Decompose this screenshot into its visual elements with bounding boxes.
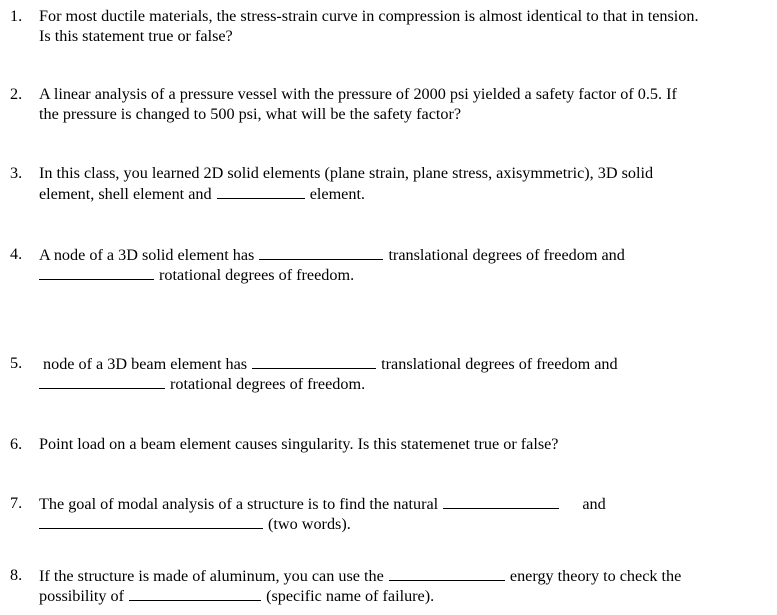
answer-blank[interactable]: [217, 183, 305, 199]
question-text: A node of a 3D solid element has: [39, 246, 255, 264]
question-number: 4.: [10, 245, 23, 263]
question-text: possibility of: [39, 587, 124, 605]
question-number: 7.: [10, 494, 23, 512]
question-text: (specific name of failure).: [266, 587, 435, 605]
question-text-line: A linear analysis of a pressure vessel with the pressure of 2000 psi yielded a safety factor of 0.5. If: [39, 85, 677, 103]
question-text-line: Is this statement true or false?: [39, 27, 233, 45]
answer-blank[interactable]: [252, 353, 376, 369]
question-number: 6.: [10, 435, 23, 453]
answer-blank[interactable]: [39, 513, 263, 529]
question-text: element, shell element and: [39, 185, 212, 203]
answer-blank[interactable]: [39, 373, 165, 389]
question-text-line: In this class, you learned 2D solid elements (plane strain, plane stress, axisymmetric), 3D solid: [39, 164, 654, 182]
answer-blank[interactable]: [129, 585, 261, 601]
question-text: (two words).: [268, 515, 351, 533]
question-text: translational degrees of freedom and: [388, 246, 625, 264]
answer-blank[interactable]: [39, 264, 154, 280]
question-text-line: Point load on a beam element causes singularity. Is this statemenet true or false?: [39, 435, 559, 453]
question-text: translational degrees of freedom and: [381, 355, 618, 373]
question-text: rotational degrees of freedom.: [170, 375, 366, 393]
question-number: 2.: [10, 85, 23, 103]
question-number: 1.: [10, 7, 23, 25]
question-number: 8.: [10, 566, 23, 584]
question-text: rotational degrees of freedom.: [159, 266, 355, 284]
question-text: energy theory to check the: [509, 567, 682, 585]
answer-blank[interactable]: [259, 244, 383, 260]
question-text-line: the pressure is changed to 500 psi, what will be the safety factor?: [39, 105, 462, 123]
answer-blank[interactable]: [389, 565, 505, 581]
question-text: element.: [309, 185, 365, 203]
answer-blank[interactable]: [443, 493, 559, 509]
question-text: If the structure is made of aluminum, you can use the: [39, 567, 384, 585]
question-text: node of a 3D beam element has: [43, 355, 248, 373]
question-text: and: [582, 495, 606, 513]
question-number: 5.: [10, 354, 23, 372]
question-number: 3.: [10, 164, 23, 182]
question-text: The goal of modal analysis of a structure is to find the natural: [39, 495, 439, 513]
question-text-line: For most ductile materials, the stress-strain curve in compression is almost identical to that in tension.: [39, 7, 699, 25]
